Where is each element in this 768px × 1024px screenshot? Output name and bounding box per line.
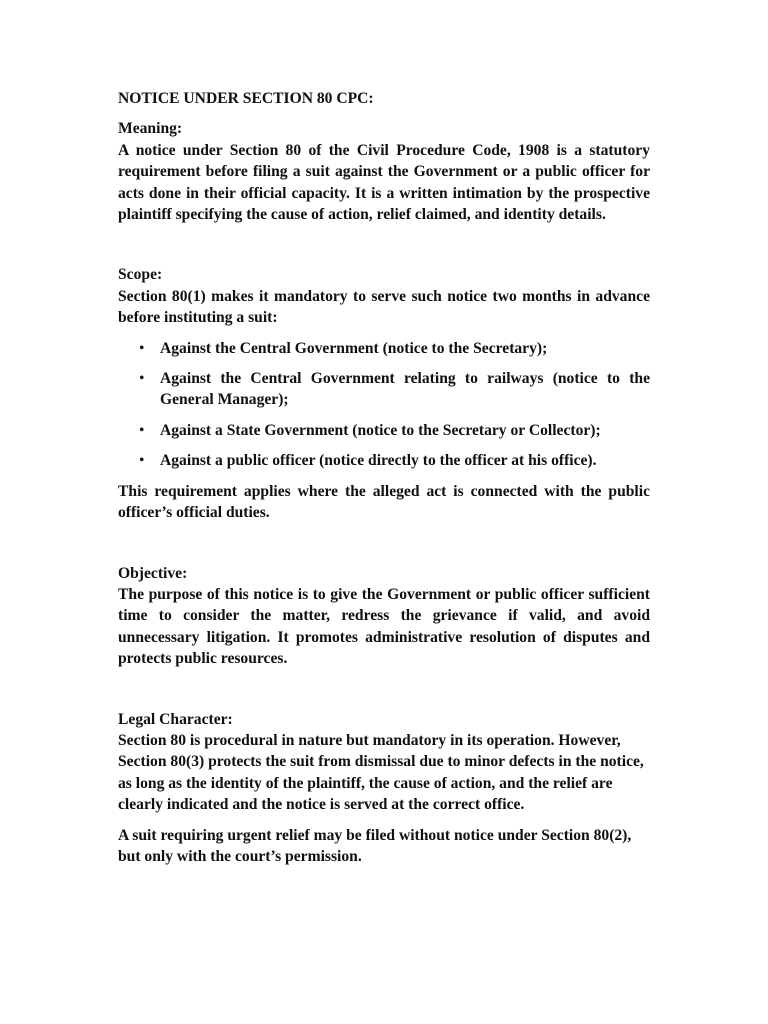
scope-bullet-item [118,450,650,471]
objective-text: The purpose of this notice is to give the Government or public officer sufficient time to consider the matter, redress the grievance if valid, and avoid unnecessary litigation. It promotes administrative resolution of disputes and protects public resources. [118,585,650,668]
scope-intro: Section 80(1) makes it mandatory to serve such notice two months in advance before instituting a suit: [118,287,650,327]
legal-character-urgent: A suit requiring urgent relief may be filed without notice under Section 80(2), but only with the court’s permission. [118,826,632,865]
legal-character-text: Section 80 is procedural in nature but mandatory in its operation. However, Section 80(3) protects the suit from dismissal due to minor defects in the notice, as long as the identity of the plaintiff, the cause of action, and the relief are clearly indicated and the notice is served at the correct office. [118,731,644,814]
bullet-icon: • [139,421,145,439]
scope-bullet-item [118,338,650,359]
scope-bullet-list [118,338,650,472]
meaning-heading: Meaning: [118,120,183,138]
scope-bullet-text: Against a State Government (notice to the Secretary or Collector); [160,421,601,439]
scope-bullet-text: Against a public officer (notice directly to the officer at his office). [160,452,597,470]
scope-bullet-item [118,420,650,441]
legal-character-heading: Legal Character: [118,710,233,728]
scope-bullet-text: Against the Central Government (notice to the Secretary); [160,339,548,357]
scope-closing: This requirement applies where the alleged act is connected with the public officer’s official duties. [118,482,650,522]
objective-heading: Objective: [118,564,188,582]
bullet-icon: • [139,452,145,470]
bullet-icon: • [139,339,145,357]
document-page [118,88,650,867]
scope-bullet-text: Against the Central Government relating to railways (notice to the General Manager); [160,370,650,409]
document-title: NOTICE UNDER SECTION 80 CPC: [118,90,374,107]
scope-bullet-item [118,368,650,411]
meaning-text: A notice under Section 80 of the Civil Procedure Code, 1908 is a statutory requirement before filing a suit against the Government or a public officer for acts done in their official capacity. It is a written intimation by the prospective plaintiff specifying the cause of action, relief claimed, and identity details. [118,141,650,224]
bullet-icon: • [139,370,145,388]
scope-heading: Scope: [118,266,163,284]
